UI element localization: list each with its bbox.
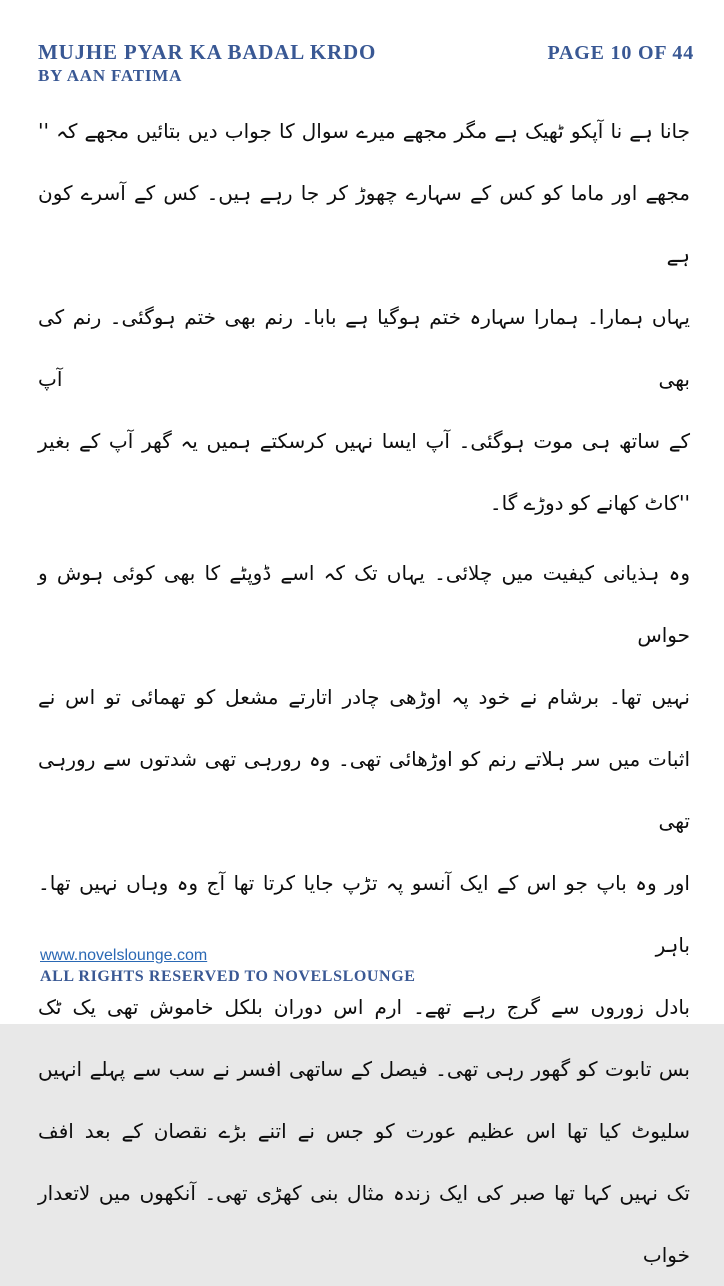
body-text <box>38 100 690 1286</box>
novel-title: MUJHE PYAR KA BADAL KRDO <box>38 40 377 64</box>
urdu-text-line: تک نہیں کہا تھا صبر کی ایک زندہ مثال بنی کھڑی تھی۔ آنکھوں میں لاتعدار خواب <box>38 1181 690 1267</box>
urdu-text-line: اور وہ باپ جو اس کے ایک آنسو پہ تڑپ جایا کرتا تھا آج وہ وہاں نہیں تھا۔ باہر <box>38 871 690 957</box>
author-byline: BY AAN FATIMA <box>38 66 183 85</box>
urdu-text-line: اثبات میں سر ہلاتے رنم کو اوڑھائی تھی۔ وہ رورہی تھی شدتوں سے رورہی تھی <box>38 747 690 833</box>
urdu-text-line: سلیوٹ کیا تھا اس عظیم عورت کو جس نے اتنے بڑے نقصان کے بعد افف <box>38 1119 690 1143</box>
header-title-row <box>38 40 694 65</box>
page-footer <box>40 947 416 986</box>
page-number-indicator: PAGE 10 OF 44 <box>547 42 694 64</box>
urdu-text-line: ''کاٹ کھانے کو دوڑے گا۔ <box>489 491 690 515</box>
urdu-paragraph <box>38 100 690 534</box>
website-link[interactable]: www.novelslounge.com <box>40 947 208 964</box>
urdu-text-line: کے ساتھ ہی موت ہوگئی۔ آپ ایسا نہیں کرسکتے ہمیں یہ گھر آپ کے بغیر <box>38 429 690 453</box>
urdu-text-line: بادل زوروں سے گرج رہے تھے۔ ارم اس دوران بلکل خاموش تھی یک ٹک <box>38 995 690 1019</box>
copyright-notice: ALL RIGHTS RESERVED TO NOVELSLOUNGE <box>40 968 416 985</box>
urdu-text-line: جانا ہے نا آپکو ٹھیک ہے مگر مجھے میرے سوال کا جواب دیں بتائیں مجھے کہ '' <box>38 119 690 143</box>
urdu-paragraph <box>38 542 690 1286</box>
urdu-text-line: نہیں تھا۔ برشام نے خود پہ اوڑھی چادر اتارتے مشعل کو تھمائی تو اس نے <box>38 685 690 709</box>
urdu-text-line: یہاں ہمارا۔ ہمارا سہارہ ختم ہوگیا ہے بابا۔ رنم بھی ختم ہوگئی۔ رنم کی بھی آپ <box>38 305 690 391</box>
page-header <box>38 40 694 86</box>
urdu-text-line: بس تابوت کو گھور رہی تھی۔ فیصل کے ساتھی افسر نے سب سے پہلے انہیں <box>38 1057 690 1081</box>
urdu-text-line: وہ ہذیانی کیفیت میں چلائی۔ یہاں تک کہ اسے ڈوپٹے کا بھی کوئی ہوش و حواس <box>38 561 690 647</box>
urdu-text-line: مجھے اور ماما کو کس کے سہارے چھوڑ کر جا رہے ہیں۔ کس کے آسرے کون ہے <box>38 181 690 267</box>
